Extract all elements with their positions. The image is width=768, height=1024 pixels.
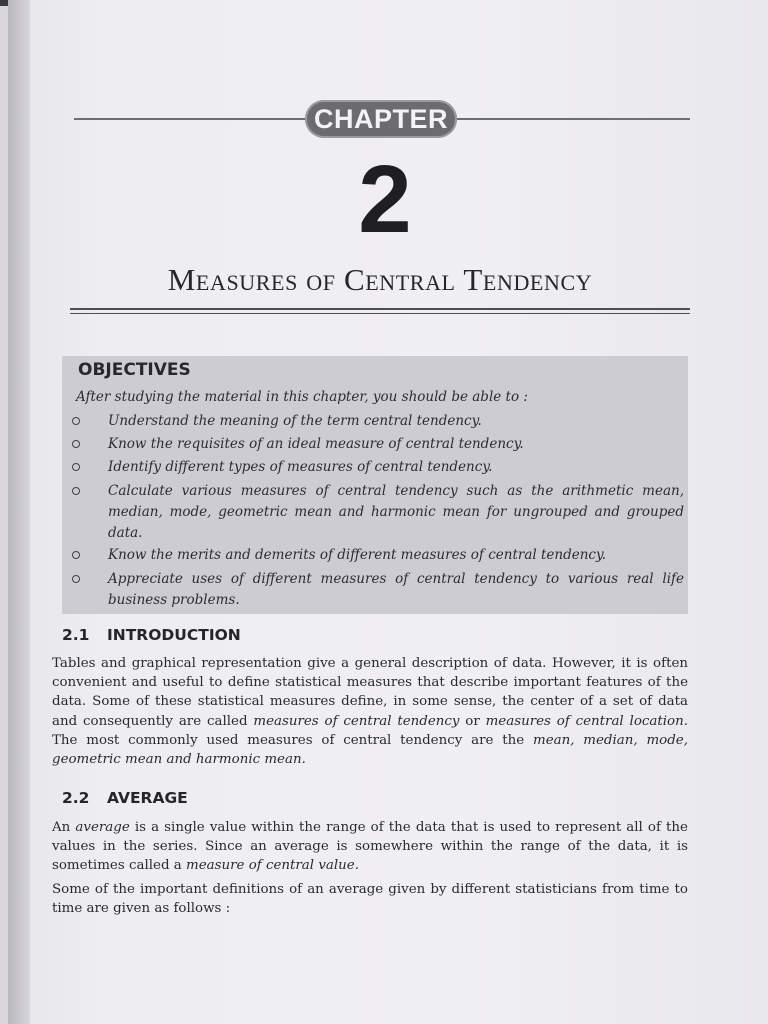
chapter-title: Measures of Central Tendency (167, 262, 593, 297)
paragraph (52, 654, 688, 769)
circle-bullet-icon (72, 463, 80, 471)
objectives-heading: OBJECTIVES (78, 360, 191, 380)
text-run: Some of the important definitions of an average given by different statisticians from time to time are given as follows : (52, 882, 688, 917)
italic-run: measure of central value. (186, 858, 359, 874)
chapter-number: 2 (358, 146, 412, 253)
text-run: Tables and graphical representation give a general description of data. However, it is often convenient and useful to define statistical measures that describe important features of the data. Some of these statistical measures define, in some sense, the center of a set of data and consequently are called (52, 656, 688, 729)
italic-run: measures of central tendency (253, 713, 460, 729)
section-number: 2.1 (62, 626, 90, 644)
objectives-intro: After studying the material in this chapter, you should be able to : (76, 389, 528, 405)
objective-text: Calculate various measures of central tendency such as the arithmetic mean, median, mode, geometric mean and harmonic mean for ungrouped and grouped data. (108, 483, 684, 541)
objective-text: Identify different types of measures of central tendency. (108, 459, 493, 475)
title-rule-bottom (70, 313, 690, 314)
book-spine-shadow (8, 0, 30, 1024)
text-run: is a single value within the range of the data that is used to represent all of the values in the series. Since an average is somewhere within the range of the data, it is sometimes called a (52, 820, 688, 874)
section-heading-introduction (62, 626, 241, 644)
section-number: 2.2 (62, 789, 90, 807)
text-run: The most commonly used measures of central tendency are the (52, 732, 533, 748)
objective-text: Appreciate uses of different measures of central tendency to various real life business problems. (108, 571, 684, 608)
objective-text: Understand the meaning of the term central tendency. (108, 413, 482, 429)
circle-bullet-icon (72, 551, 80, 559)
text-run: An (52, 820, 76, 835)
section-heading-average (62, 789, 188, 807)
section-title: INTRODUCTION (107, 626, 241, 644)
objective-text: Know the requisites of an ideal measure of central tendency. (108, 436, 524, 452)
chapter-label: CHAPTER (305, 100, 457, 138)
circle-bullet-icon (72, 440, 80, 448)
chapter-rule-right (455, 118, 690, 120)
title-rule-top (70, 308, 690, 310)
circle-bullet-icon (72, 487, 80, 495)
italic-run: average (75, 820, 130, 835)
text-run: or (459, 713, 486, 729)
objective-text: Know the merits and demerits of different measures of central tendency. (108, 547, 607, 563)
italic-run: measures of central location. (485, 713, 688, 729)
paragraph (52, 880, 688, 918)
circle-bullet-icon (72, 417, 80, 425)
chapter-rule-left (74, 118, 307, 120)
italic-run: mean, median, mode, geometric mean and harmonic mean. (52, 732, 688, 768)
section-title: AVERAGE (107, 789, 188, 807)
circle-bullet-icon (72, 575, 80, 583)
paragraph (52, 818, 688, 876)
